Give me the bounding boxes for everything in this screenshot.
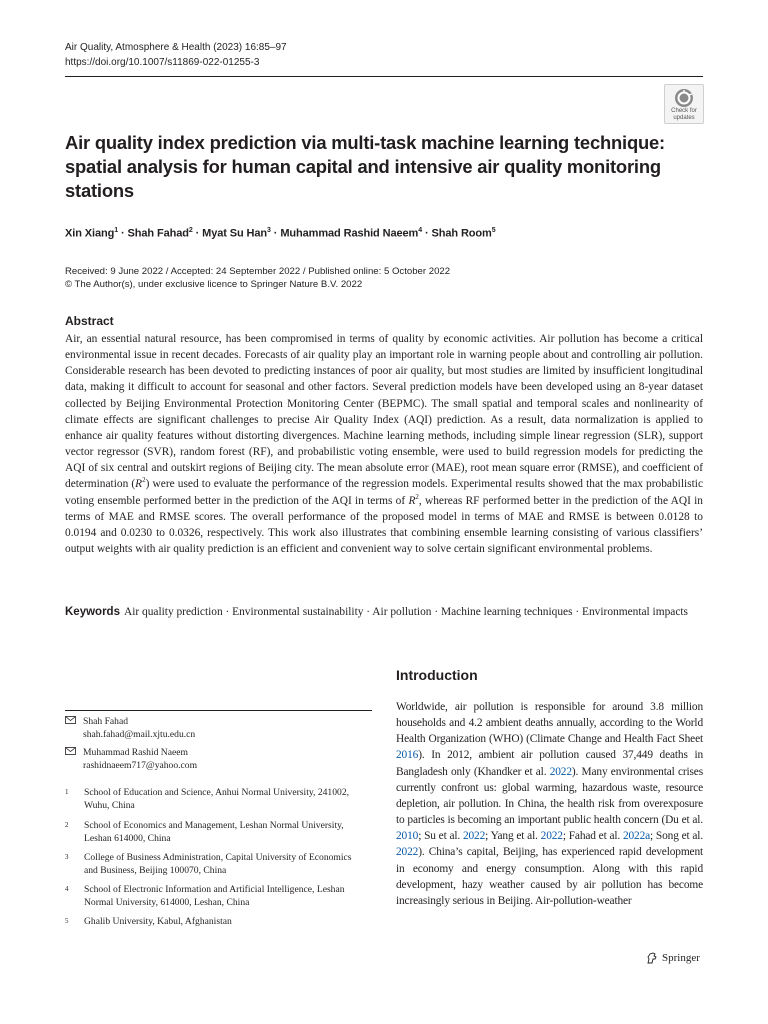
author-separator: · [118,227,128,240]
affiliation-number: 3 [65,853,69,861]
affiliation-number: 2 [65,821,69,829]
affiliation-number: 5 [65,917,69,925]
affiliation-entry [65,915,365,928]
author-separator: · [422,227,432,240]
citation-link[interactable]: 2010 [396,830,419,843]
publication-dates [65,265,450,291]
citation-link[interactable]: 2016 [396,749,419,762]
citation-link[interactable]: 2022 [396,846,419,859]
r-squared-symbol: R [408,494,416,507]
affiliation-text: Ghalib University, Kabul, Afghanistan [84,916,232,927]
keywords-heading: Keywords [65,606,120,618]
affiliation-entry [65,883,365,909]
squared-superscript: 2 [415,492,419,501]
correspondent-name: Muhammad Rashid Naeem [83,747,188,758]
intro-text-run: ). China’s capital, Beijing, has experienced rapid development in economy and energy consumption. Along with this rapid development, hazy weather caused by air pollution has become increasingly serious in Beijing. Air-pollution-weather [396,846,703,907]
intro-text-run: ; Su et al. [418,830,463,843]
author-name[interactable]: Xin Xiang [65,227,115,240]
author-name[interactable]: Muhammad Rashid Naeem [280,227,419,240]
squared-superscript: 2 [142,476,146,485]
affiliation-number: 1 [65,788,69,796]
citation-link[interactable]: 2022 [549,765,572,778]
author-name[interactable]: Myat Su Han [202,227,268,240]
footnote-rule [65,710,372,711]
springer-horse-icon [645,951,659,965]
publisher-mark [645,951,700,965]
header-rule [65,76,703,77]
author-separator: · [270,227,281,240]
citation-link[interactable]: 2022 [540,830,563,843]
author-affil-ref: 2 [188,227,193,234]
author-separator: · [192,227,203,240]
check-for-updates-icon [674,88,694,108]
author-name[interactable]: Shah Fahad [127,227,189,240]
correspondent-name: Shah Fahad [83,716,129,727]
author-list [65,227,496,240]
affiliation-text: School of Electronic Information and Artificial Intelligence, Leshan Normal University, 614000, Leshan, China [84,884,345,908]
affiliation-text: School of Economics and Management, Leshan Normal University, Leshan 614000, China [84,820,344,844]
author-name[interactable]: Shah Room [431,227,492,240]
affiliation-entry [65,786,365,812]
journal-citation: Air Quality, Atmosphere & Health (2023) 16:85–97 [65,42,287,53]
author-affil-ref: 1 [114,227,119,234]
abstract-heading: Abstract [65,314,114,328]
affiliation-entry [65,851,365,877]
abstract-part-1: Air, an essential natural resource, has been compromised in terms of quality by economic activities. Air pollution has become a critical environmental issue in recent decades. Forecasts of air quality play an important role in warning people about and controlling air pollution. Considerable research has been devoted to predicting instances of poor air quality, but most studies are limited by insufficient longitudinal data, making it difficult to account for seasonal and other factors. Several prediction models have been developed using an 8-year dataset collected by Beijing Environmental Protection Monitoring Center (BEPMC). The small spatial and temporal scales and nonlinearity of climate effects are significant challenges to precise Air Quality Index (AQI) prediction. As a result, data normalization is applied to enhance air quality features without distorting divergences. Machine learning methods, including simple linear regression (SLR), support vector regressor (SVR), random forest (RF), and probabilistic voting ensemble, were used to build regression models for predicting the AQI of six central and outskirt regions of Beijing city. The mean absolute error (MAE), root mean square error (RMSE), and coefficient of determination ( [65,333,703,491]
r-squared-symbol: R [135,478,143,491]
citation-link[interactable]: 2022 [462,830,486,843]
affiliation-text: School of Education and Science, Anhui Normal University, 241002, Wuhu, China [84,787,350,811]
badge-line-2: updates [673,114,695,121]
abstract-text [65,331,703,557]
citation-link[interactable]: 2022a [622,830,651,843]
keywords-text: Air quality prediction · Environmental sustainability · Air pollution · Machine learning techniques · Environmental impacts [123,606,688,618]
doi-link[interactable]: https://doi.org/10.1007/s11869-022-01255-3 [65,57,260,68]
affiliation-text: College of Business Administration, Capital University of Economics and Business, Beijing 100070, China [84,852,352,876]
affiliation-entry [65,819,365,845]
intro-text-run: ; Yang et al. [485,830,541,843]
correspondence-entry [65,747,365,772]
abstract-part-3: , whereas RF performed better in the prediction of the AQI in terms of MAE and RMSE scores. The overall performance of the proposed model in terms of MAE and RMSE is between 0.0128 to 0.0194 and 0.0230 to 0.0326, respectively. This work also illustrates that combining ensemble learning consisting of various classifiers’ output weights with air quality prediction is an efficient and convenient way to solve certain significant environmental problems. [65,494,703,556]
intro-text-run: ). In 2012, ambient air pollution caused 37,449 deaths in Bangladesh only (Khandker et al. [396,749,703,778]
introduction-text [396,699,703,909]
author-affil-ref: 5 [491,227,496,234]
badge-line-1: Check for [671,108,697,114]
envelope-icon [65,747,83,760]
introduction-heading: Introduction [396,667,478,683]
intro-text-run: ). Many environmental crises currently confront us: global warming, hazardous waste, resource depletion, air pollution. In China, the health risk from overexposure to particles is becoming an important public health concern (Du et al. [396,765,703,827]
intro-text-run: Worldwide, air pollution is responsible for around 3.8 million households and 4.2 ambient deaths annually, according to the World Health Organization (WHO) (Climate Change and Health Fact Sheet [396,701,703,746]
paper-title: Air quality index prediction via multi-task machine learning technique: spatial analysis for human capital and intensive air quality monitoring stations [65,132,665,201]
intro-text-run: ; Song et al. [650,830,704,843]
journal-header [65,40,287,70]
author-affil-ref: 3 [267,227,271,234]
correspondent-email[interactable]: rashidnaeem717@yahoo.com [83,759,198,771]
intro-text-run: ; Fahad et al. [562,830,623,843]
history-line: Received: 9 June 2022 / Accepted: 24 September 2022 / Published online: 5 October 2022 [65,266,451,277]
affiliation-number: 4 [65,885,69,893]
correspondent-email[interactable]: shah.fahad@mail.xjtu.edu.cn [83,728,196,740]
copyright-line: © The Author(s), under exclusive licence to Springer Nature B.V. 2022 [65,279,363,290]
keywords [65,604,703,620]
author-affil-ref: 4 [418,227,423,234]
correspondence-entry [65,716,365,741]
publisher-name: Springer [662,952,700,964]
check-for-updates-badge[interactable] [664,84,704,124]
envelope-icon [65,716,83,729]
abstract-part-2: ) were used to evaluate the performance of the regression models. Experimental results showed that the max probabilistic voting ensemble performed better in the prediction of the AQI in terms of [65,478,703,507]
